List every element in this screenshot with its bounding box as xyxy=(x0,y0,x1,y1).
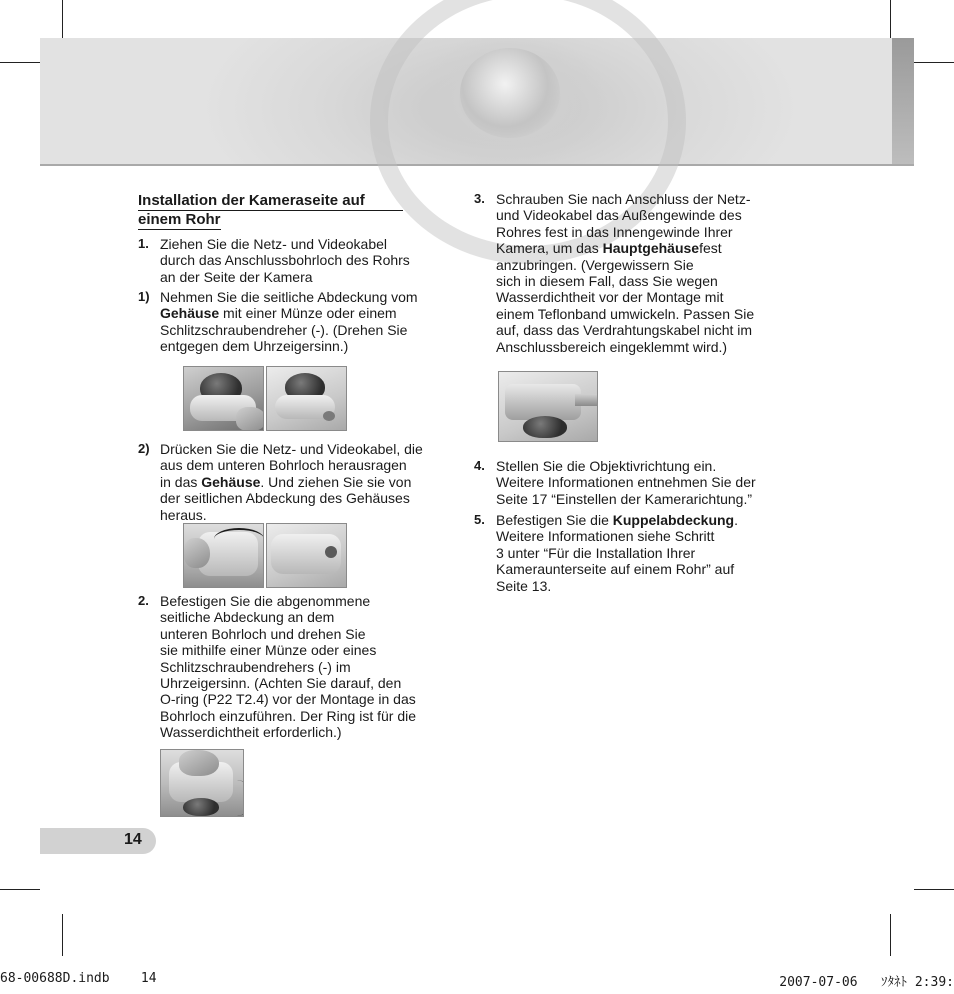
text-line: sie mithilfe einer Münze oder eines xyxy=(160,642,377,659)
crop-mark xyxy=(914,62,954,63)
text-line: Schlitzschraubendreher (-). (Drehen Sie xyxy=(160,321,408,338)
step-text xyxy=(160,441,423,523)
header-banner-image xyxy=(40,38,914,166)
bold-term: Gehäuse xyxy=(160,305,220,322)
text-run: Kamera, um das xyxy=(496,240,603,257)
step-text xyxy=(160,593,416,741)
text-line: Uhrzeigersinn. (Achten Sie darauf, den xyxy=(160,675,402,692)
text-line: Seite 13. xyxy=(496,577,552,594)
crop-mark xyxy=(890,914,891,956)
text-run: fest xyxy=(699,240,722,257)
text-line: heraus. xyxy=(160,506,207,523)
text-line xyxy=(496,240,754,256)
text-run: mit einer Münze oder einem xyxy=(219,305,397,322)
hand-shape xyxy=(236,407,264,431)
text-line: sich in diesem Fall, dass Sie wegen xyxy=(496,273,718,290)
step-text xyxy=(496,512,738,594)
footer-file-info: 68-00688D.indb 14 xyxy=(0,971,157,986)
bold-term: Hauptgehäuse xyxy=(602,240,700,257)
text-run: in das xyxy=(160,473,202,490)
text-line: und Videokabel das Außengewinde des xyxy=(496,207,742,224)
step-number: 1) xyxy=(138,289,150,304)
photo-pull-cables xyxy=(183,523,264,588)
photo-remove-side-cover xyxy=(183,366,264,431)
text-line: an der Seite der Kamera xyxy=(160,268,313,285)
text-line: Seite 17 “Einstellen der Kamerarichtung.” xyxy=(496,490,753,507)
text-line: durch das Anschlussbohrloch des Rohrs xyxy=(160,252,410,269)
section-heading-line2: einem Rohr xyxy=(138,211,221,228)
text-line: einem Teflonband umwickeln. Passen Sie xyxy=(496,305,755,322)
step-text xyxy=(160,289,418,355)
pipe-shape xyxy=(575,394,598,406)
footer-timestamp: 2007-07-06 ｿﾀﾈﾄ 2:39: xyxy=(779,975,954,990)
camera-dome-shape xyxy=(183,798,219,816)
text-line: Weitere Informationen entnehmen Sie der xyxy=(496,474,756,491)
camera-dome-shape xyxy=(523,416,567,438)
text-line: anzubringen. (Vergewissern Sie xyxy=(496,256,694,273)
step-number: 1. xyxy=(138,236,149,251)
crop-mark xyxy=(0,62,40,63)
text-run: . xyxy=(734,512,738,528)
camera-body-shape xyxy=(505,384,581,420)
text-line: seitliche Abdeckung an dem xyxy=(160,609,335,626)
text-line: O-ring (P22 T2.4) vor der Montage in das xyxy=(160,691,416,708)
crop-mark xyxy=(0,889,40,890)
photo-cables-out xyxy=(266,523,347,588)
crop-mark xyxy=(62,0,63,38)
text-line: Kameraunterseite auf einem Rohr” auf xyxy=(496,561,735,578)
text-line: Wasserdichtheit erforderlich.) xyxy=(160,724,342,741)
text-line xyxy=(496,512,738,528)
text-line: Nehmen Sie die seitliche Abdeckung vom xyxy=(160,289,418,305)
text-line: Ziehen Sie die Netz- und Videokabel xyxy=(160,236,388,252)
section-heading-line1: Installation der Kameraseite auf xyxy=(138,192,365,209)
heading-underline xyxy=(138,210,403,211)
crop-mark xyxy=(890,0,891,38)
page-number: 14 xyxy=(124,831,142,848)
text-line: aus dem unteren Bohrloch herausragen xyxy=(160,457,407,474)
page-number-badge xyxy=(40,828,156,854)
text-line: Stellen Sie die Objektivrichtung ein. xyxy=(496,458,717,474)
cable-shape xyxy=(221,780,244,816)
crop-mark xyxy=(914,889,954,890)
photo-pipe-mount xyxy=(498,371,598,442)
text-line: 3 unter “Für die Installation Ihrer xyxy=(496,544,696,561)
cable-shape xyxy=(214,528,264,550)
photo-side-cover-removed xyxy=(266,366,347,431)
crop-mark xyxy=(62,914,63,956)
bore-hole-shape xyxy=(325,546,337,558)
text-line: Anschlussbereich eingeklemmt wird.) xyxy=(496,338,728,355)
text-line xyxy=(160,305,418,321)
step-number: 5. xyxy=(474,512,485,527)
text-line: Befestigen Sie die abgenommene xyxy=(160,593,371,609)
bold-term: Kuppelabdeckung xyxy=(612,512,735,528)
text-run: . Und ziehen Sie sie von xyxy=(260,473,412,490)
text-line: Schrauben Sie nach Anschluss der Netz- xyxy=(496,191,751,207)
text-line: entgegen dem Uhrzeigersinn.) xyxy=(160,338,349,355)
step-text xyxy=(496,191,754,355)
step-number: 3. xyxy=(474,191,485,206)
text-line: Schlitzschraubendrehers (-) im xyxy=(160,658,351,675)
text-line: Weitere Informationen siehe Schritt xyxy=(496,528,715,545)
text-line: der seitlichen Abdeckung des Gehäuses xyxy=(160,490,410,507)
side-cover-shape xyxy=(323,411,335,421)
text-line: Rohres fest in das Innengewinde Ihrer xyxy=(496,223,733,240)
step-text xyxy=(160,236,410,285)
text-line: Drücken Sie die Netz- und Videokabel, die xyxy=(160,441,423,457)
text-line: unteren Bohrloch und drehen Sie xyxy=(160,625,366,642)
text-line: Bohrloch einzuführen. Der Ring ist für die xyxy=(160,707,417,724)
banner-edge-tab xyxy=(892,38,914,164)
step-number: 2) xyxy=(138,441,150,456)
bold-term: Gehäuse xyxy=(201,473,261,490)
text-line xyxy=(160,474,423,490)
step-text xyxy=(496,458,756,507)
step-number: 2. xyxy=(138,593,149,608)
hand-shape xyxy=(184,538,210,568)
text-line: Wasserdichtheit vor der Montage mit xyxy=(496,289,724,306)
camera-lens-highlight xyxy=(460,48,560,138)
photo-attach-side-cover xyxy=(160,749,244,817)
text-line: auf, dass das Verdrahtungskabel nicht im xyxy=(496,322,753,339)
step-number: 4. xyxy=(474,458,485,473)
text-run: Befestigen Sie die xyxy=(496,512,613,528)
hand-shape xyxy=(179,750,219,776)
